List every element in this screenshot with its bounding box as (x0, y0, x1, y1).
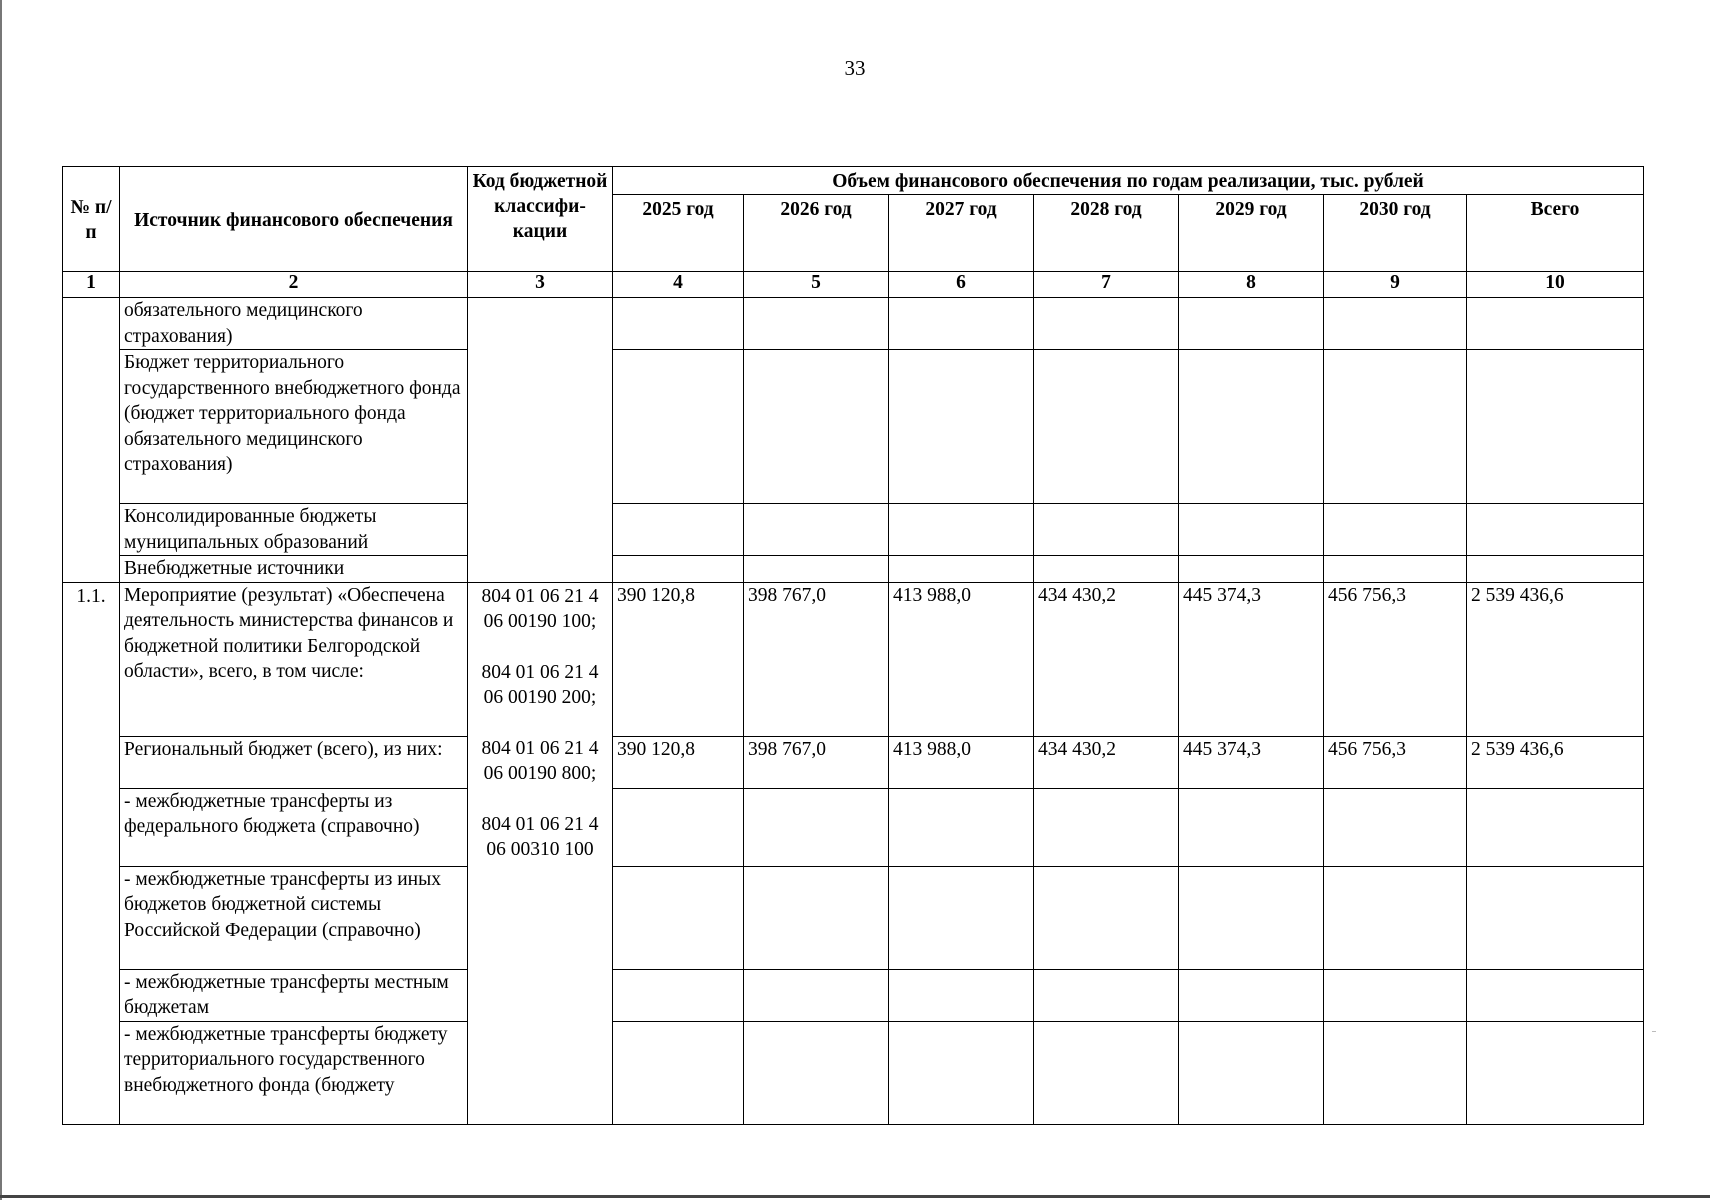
value-cell (889, 298, 1034, 350)
row-number-cell: 1.1. (63, 582, 120, 1124)
value-cell (1467, 350, 1644, 504)
header-year-2029: 2029 год (1179, 195, 1324, 272)
value-cell (1467, 556, 1644, 583)
table-row (63, 350, 1644, 504)
value-cell (1467, 1021, 1644, 1124)
header-no: № п/п (63, 167, 120, 272)
value-cell (1179, 1021, 1324, 1124)
value-cell: 398 767,0 (744, 736, 889, 788)
value-cell: 434 430,2 (1034, 582, 1179, 736)
value-cell (889, 350, 1034, 504)
value-cell (744, 1021, 889, 1124)
budget-code: 804 01 06 21 4 06 00190 100; (481, 585, 599, 632)
table-row (63, 788, 1644, 866)
budget-code: 804 01 06 21 4 06 00190 800; (481, 737, 599, 784)
value-cell: 434 430,2 (1034, 736, 1179, 788)
header-volume: Объем финансового обеспечения по годам реализации, тыс. рублей (613, 167, 1644, 195)
header-code: Код бюджетной классифи-кации (468, 167, 613, 272)
value-cell: 445 374,3 (1179, 736, 1324, 788)
table-row (63, 556, 1644, 583)
value-cell (1324, 556, 1467, 583)
value-cell (744, 788, 889, 866)
scan-artifact (1652, 1031, 1656, 1032)
column-number-row (63, 272, 1644, 298)
value-cell (1324, 866, 1467, 969)
value-cell: 445 374,3 (1179, 582, 1324, 736)
value-cell: 413 988,0 (889, 736, 1034, 788)
table-row (63, 736, 1644, 788)
value-cell (1179, 298, 1324, 350)
header-year-2027: 2027 год (889, 195, 1034, 272)
column-number: 3 (468, 272, 613, 298)
header-row-1 (63, 167, 1644, 195)
value-cell: 456 756,3 (1324, 582, 1467, 736)
value-cell (744, 866, 889, 969)
value-cell (1034, 866, 1179, 969)
row-number-cell (63, 298, 120, 583)
value-cell (613, 1021, 744, 1124)
value-cell (889, 504, 1034, 556)
table-row (63, 1021, 1644, 1124)
header-total: Всего (1467, 195, 1644, 272)
value-cell (744, 350, 889, 504)
financing-table (62, 166, 1644, 1125)
value-cell (1179, 556, 1324, 583)
value-cell (613, 969, 744, 1021)
value-cell (1467, 969, 1644, 1021)
value-cell (889, 788, 1034, 866)
scan-left-edge (0, 0, 2, 1200)
value-cell: 390 120,8 (613, 582, 744, 736)
value-cell (1034, 788, 1179, 866)
value-cell (1179, 969, 1324, 1021)
value-cell (613, 504, 744, 556)
budget-code-cell (468, 582, 613, 1124)
value-cell (1034, 298, 1179, 350)
source-cell: Внебюджетные источники (120, 556, 468, 583)
page-number: 33 (844, 56, 866, 80)
table-row (63, 866, 1644, 969)
table-row (63, 582, 1644, 736)
source-cell: Консолидированные бюджеты муниципальных образований (120, 504, 468, 556)
value-cell (1324, 298, 1467, 350)
value-cell: 456 756,3 (1324, 736, 1467, 788)
header-year-2030: 2030 год (1324, 195, 1467, 272)
value-cell (1034, 969, 1179, 1021)
value-cell (613, 788, 744, 866)
source-cell: Региональный бюджет (всего), из них: (120, 736, 468, 788)
value-cell (744, 504, 889, 556)
column-number: 4 (613, 272, 744, 298)
value-cell: 390 120,8 (613, 736, 744, 788)
column-number: 1 (63, 272, 120, 298)
source-cell: - межбюджетные трансферты из федерального бюджета (справочно) (120, 788, 468, 866)
value-cell (1324, 969, 1467, 1021)
value-cell (1179, 866, 1324, 969)
header-year-2025: 2025 год (613, 195, 744, 272)
header-year-2028: 2028 год (1034, 195, 1179, 272)
column-number: 9 (1324, 272, 1467, 298)
column-number: 8 (1179, 272, 1324, 298)
value-cell (1179, 504, 1324, 556)
value-cell (889, 556, 1034, 583)
value-cell (1179, 788, 1324, 866)
value-cell (1467, 298, 1644, 350)
value-cell (1467, 788, 1644, 866)
source-cell: обязательного медицинского страхования) (120, 298, 468, 350)
value-cell (889, 866, 1034, 969)
value-cell (613, 350, 744, 504)
source-cell: Мероприятие (результат) «Обеспечена деятельность министерства финансов и бюджетной политики Белгородской области», всего, в том числе: (120, 582, 468, 736)
table-row (63, 969, 1644, 1021)
value-cell (1467, 504, 1644, 556)
value-cell (744, 969, 889, 1021)
column-number: 5 (744, 272, 889, 298)
value-cell (1034, 504, 1179, 556)
value-cell (1034, 350, 1179, 504)
value-cell: 398 767,0 (744, 582, 889, 736)
table-row (63, 298, 1644, 350)
value-cell (1324, 350, 1467, 504)
value-cell (1034, 1021, 1179, 1124)
source-cell: - межбюджетные трансферты бюджету территориального государственного внебюджетного фонда (бюджету (120, 1021, 468, 1124)
scan-bottom-edge (0, 1195, 1710, 1198)
value-cell (613, 866, 744, 969)
value-cell (889, 969, 1034, 1021)
source-cell: - межбюджетные трансферты местным бюджетам (120, 969, 468, 1021)
value-cell: 2 539 436,6 (1467, 736, 1644, 788)
column-number: 7 (1034, 272, 1179, 298)
value-cell (1324, 504, 1467, 556)
value-cell (744, 298, 889, 350)
value-cell (744, 556, 889, 583)
budget-code: 804 01 06 21 4 06 00190 200; (481, 661, 599, 708)
value-cell (613, 298, 744, 350)
value-cell: 2 539 436,6 (1467, 582, 1644, 736)
header-source: Источник финансового обеспечения (120, 167, 468, 272)
value-cell: 413 988,0 (889, 582, 1034, 736)
column-number: 6 (889, 272, 1034, 298)
header-year-2026: 2026 год (744, 195, 889, 272)
budget-code: 804 01 06 21 4 06 00310 100 (481, 813, 599, 860)
code-cell (468, 298, 613, 583)
value-cell (1467, 866, 1644, 969)
column-number: 10 (1467, 272, 1644, 298)
value-cell (1179, 350, 1324, 504)
source-cell: Бюджет территориального государственного внебюджетного фонда (бюджет территориального фонда обязательного медицинского страхования) (120, 350, 468, 504)
value-cell (1034, 556, 1179, 583)
value-cell (889, 1021, 1034, 1124)
source-cell: - межбюджетные трансферты из иных бюджетов бюджетной системы Российской Федерации (справочно) (120, 866, 468, 969)
value-cell (1324, 788, 1467, 866)
value-cell (613, 556, 744, 583)
column-number: 2 (120, 272, 468, 298)
value-cell (1324, 1021, 1467, 1124)
table-row (63, 504, 1644, 556)
